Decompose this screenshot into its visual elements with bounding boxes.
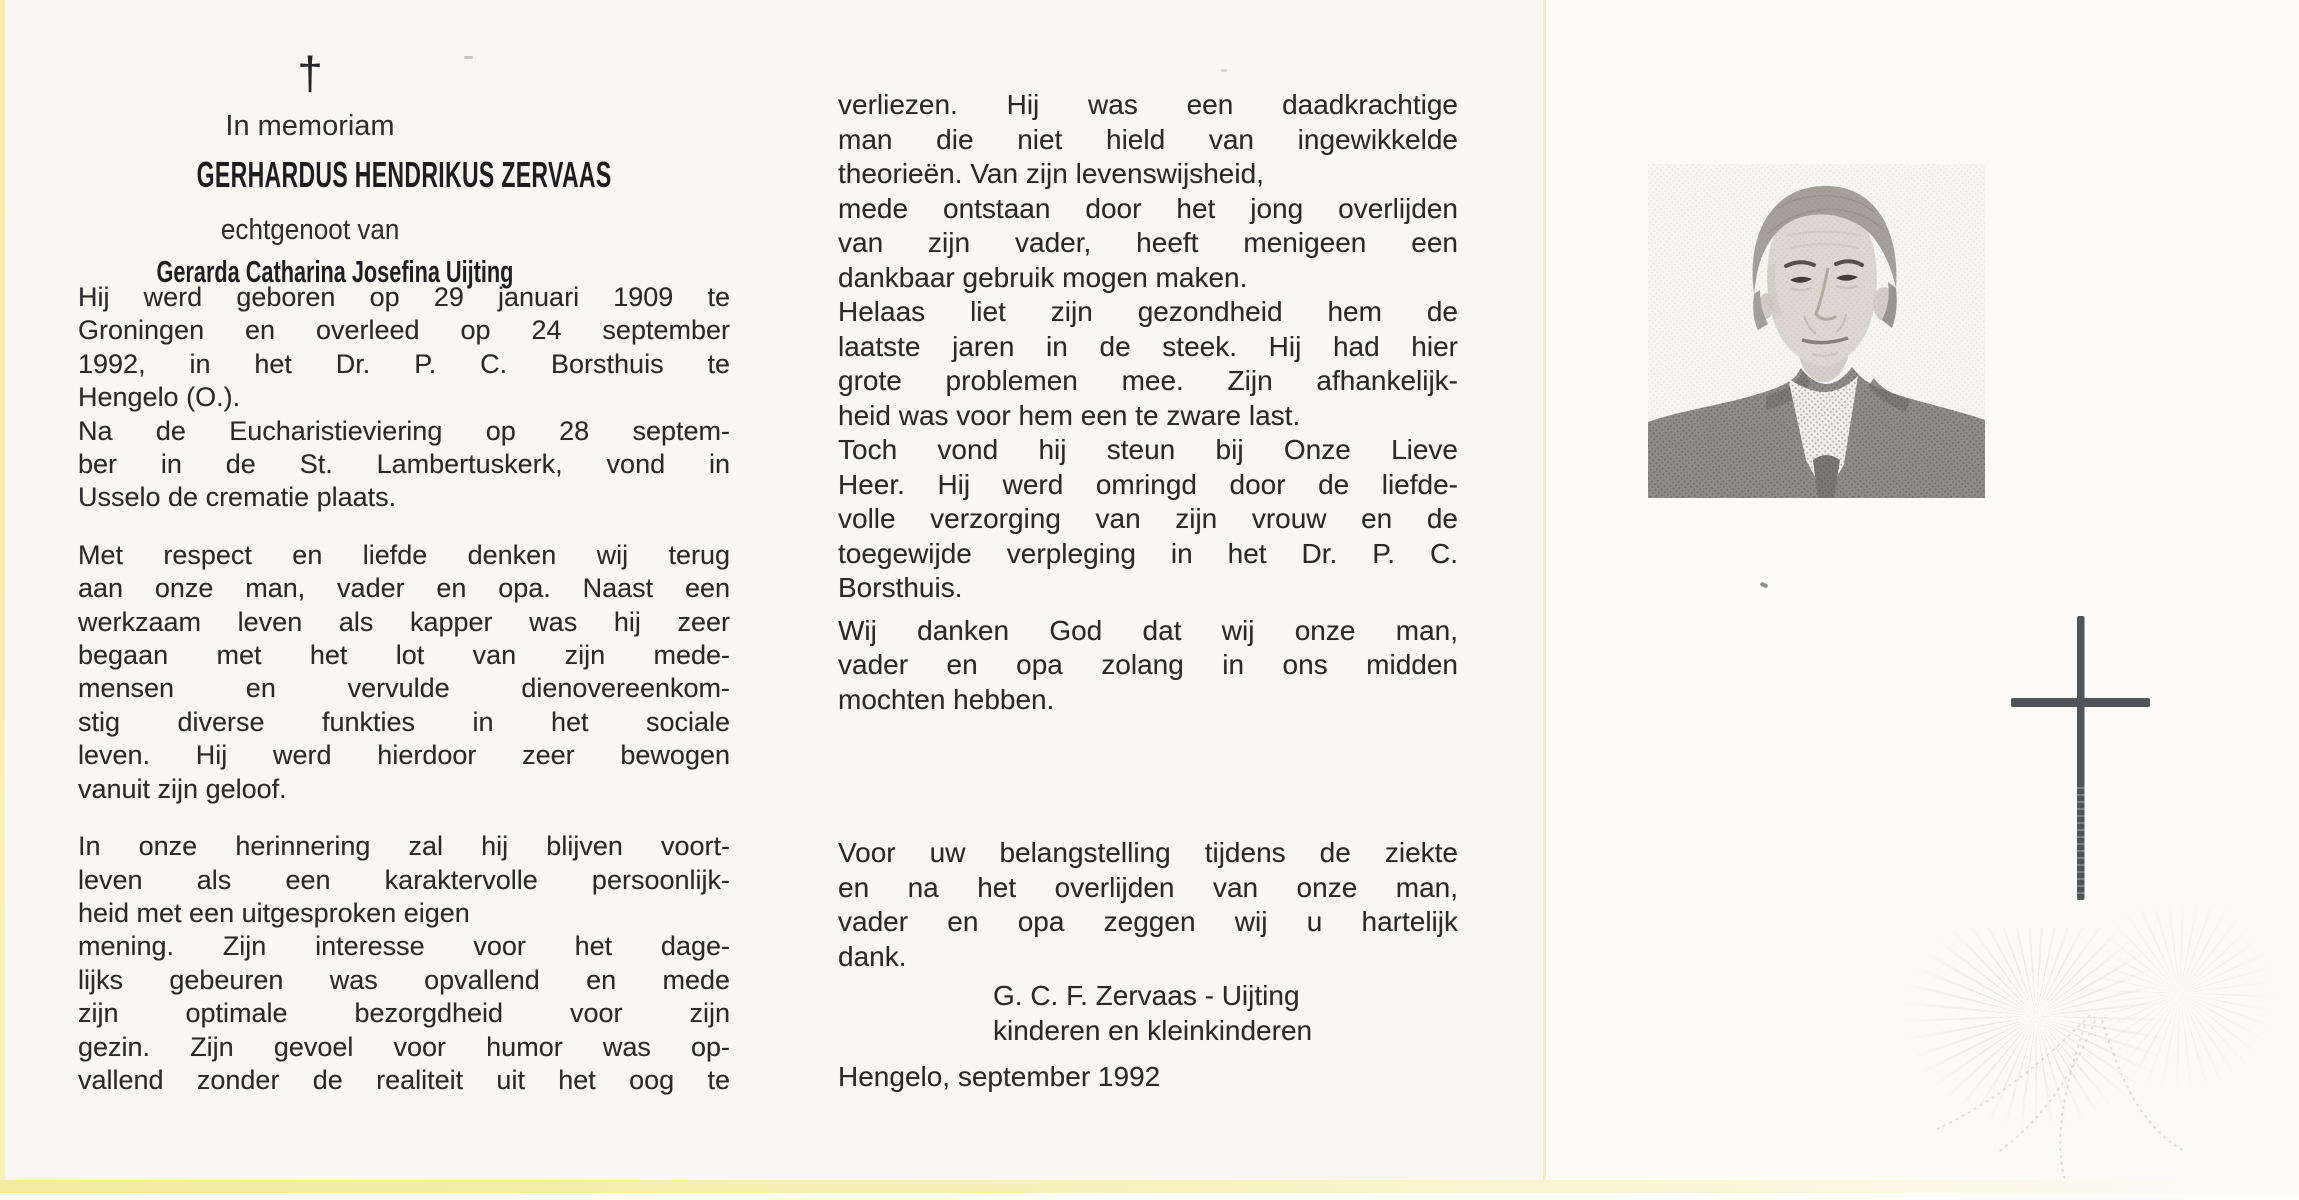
text-line: Hengelo, september 1992 bbox=[838, 1061, 1161, 1092]
text-line: vader en opa zolang in ons midden bbox=[838, 649, 1458, 680]
scan-speck bbox=[464, 56, 473, 59]
cross-glyph-icon: † bbox=[297, 47, 323, 99]
relation-text: echtgenoot van bbox=[220, 214, 400, 246]
paragraph-block bbox=[838, 295, 1458, 433]
text-line: mede ontstaan door het jong overlijden bbox=[838, 192, 1458, 224]
left-edge-strip bbox=[0, 0, 5, 1200]
text-line: stig diverse funkties in het sociale bbox=[78, 706, 730, 737]
in-memoriam-label: In memoriam bbox=[225, 110, 395, 142]
deceased-name-text: GERHARDUS HENDRIKUS ZERVAAS bbox=[196, 154, 612, 195]
spouse-name-text: Gerarda Catharina Josefina Uijting bbox=[156, 254, 514, 289]
text-line: Wij danken God dat wij onze man, bbox=[838, 614, 1458, 646]
paragraph-block bbox=[78, 830, 730, 1097]
text-line: ber in de St. Lambertuskerk, vond in bbox=[78, 449, 730, 480]
flower-stems-icon bbox=[1880, 930, 2299, 1195]
text-line: mensen en vervulde dienovereenkom- bbox=[78, 673, 730, 704]
text-line: Usselo de crematie plaats. bbox=[78, 482, 397, 513]
text-line: Na de Eucharistieviering op 28 septem- bbox=[78, 415, 730, 446]
text-line: lijks gebeuren was opvallend en mede bbox=[78, 964, 730, 995]
portrait-photo bbox=[1648, 164, 1985, 498]
paragraph-block bbox=[78, 281, 730, 415]
paragraph-block bbox=[78, 539, 730, 806]
left-text-column bbox=[78, 281, 730, 1097]
text-line: van zijn vader, heeft menigeen een bbox=[838, 227, 1458, 258]
text-line: Voor uw belangstelling tijdens de ziekte bbox=[838, 837, 1458, 868]
text-line: leven als een karaktervolle persoonlijk- bbox=[78, 864, 730, 895]
text-line: man die niet hield van ingewikkelde bbox=[838, 123, 1458, 155]
text-line: toegewijde verpleging in het Dr. P. C. bbox=[838, 537, 1458, 569]
text-line: grote problemen mee. Zijn afhankelijk- bbox=[838, 365, 1458, 396]
text-line: Hij werd geboren op 29 januari 1909 te bbox=[78, 282, 730, 312]
relation-label bbox=[80, 214, 540, 251]
deceased-name bbox=[80, 154, 612, 202]
text-line: Met respect en liefde denken wij terug bbox=[78, 539, 730, 570]
text-line: In onze herinnering zal hij blijven voort- bbox=[78, 831, 730, 862]
paragraph-block bbox=[993, 979, 1458, 1048]
paragraph-block bbox=[838, 614, 1458, 718]
text-line: vanuit zijn geloof. bbox=[78, 773, 287, 804]
text-line: G. C. F. Zervaas - Uijting bbox=[993, 980, 1300, 1011]
text-line: laatste jaren in de steek. Hij had hier bbox=[838, 330, 1458, 362]
text-line: mochten hebben. bbox=[838, 683, 1055, 715]
text-line: dank. bbox=[838, 940, 907, 972]
text-line: heid met een uitgesproken eigen bbox=[78, 897, 470, 928]
text-line: Heer. Hij werd omringd door de liefde- bbox=[838, 468, 1458, 500]
text-line: zijn optimale bezorgdheid voor zijn bbox=[78, 998, 730, 1029]
text-line: aan onze man, vader en opa. Naast een bbox=[78, 573, 730, 604]
text-line: heid was voor hem een te zware last. bbox=[838, 399, 1301, 431]
text-line: theorieën. Van zijn levenswijsheid, bbox=[838, 158, 1264, 189]
text-line: leven. Hij werd hierdoor zeer bewogen bbox=[78, 740, 730, 771]
paragraph-block bbox=[838, 836, 1458, 974]
text-line: kinderen en kleinkinderen bbox=[993, 1014, 1313, 1046]
text-line: Toch vond hij steun bij Onze Lieve bbox=[838, 434, 1458, 465]
text-line: mening. Zijn interesse voor het dage- bbox=[78, 931, 730, 962]
paragraph-block bbox=[838, 88, 1458, 295]
text-line: werkzaam leven als kapper was hij zeer bbox=[78, 606, 730, 637]
memorial-cross-icon bbox=[2008, 612, 2153, 907]
middle-text-column bbox=[838, 88, 1458, 1095]
card-header bbox=[80, 44, 612, 295]
scan-speck bbox=[1221, 69, 1227, 72]
text-line: Borsthuis. bbox=[838, 572, 963, 603]
text-line: Groningen en overleed op 24 september bbox=[78, 315, 730, 346]
text-line: gezin. Zijn gevoel voor humor was op- bbox=[78, 1031, 730, 1062]
text-line: verliezen. Hij was een daadkrachtige bbox=[838, 89, 1458, 120]
text-line: volle verzorging van zijn vrouw en de bbox=[838, 503, 1458, 534]
text-line: 1992, in het Dr. P. C. Borsthuis te bbox=[78, 348, 730, 379]
card-fold-divider bbox=[1543, 0, 1546, 1185]
paragraph-block bbox=[838, 1060, 1458, 1095]
text-line: Hengelo (O.). bbox=[78, 382, 241, 413]
paragraph-block bbox=[78, 415, 730, 515]
paragraph-block bbox=[838, 433, 1458, 606]
text-line: en na het overlijden van onze man, bbox=[838, 871, 1458, 903]
text-line: vader en opa zeggen wij u hartelijk bbox=[838, 906, 1458, 937]
text-line: begaan met het lot van zijn mede- bbox=[78, 640, 730, 671]
text-line: vallend zonder de realiteit uit het oog te bbox=[78, 1064, 730, 1095]
text-line: dankbaar gebruik mogen maken. bbox=[838, 261, 1248, 293]
text-line: Helaas liet zijn gezondheid hem de bbox=[838, 296, 1458, 327]
